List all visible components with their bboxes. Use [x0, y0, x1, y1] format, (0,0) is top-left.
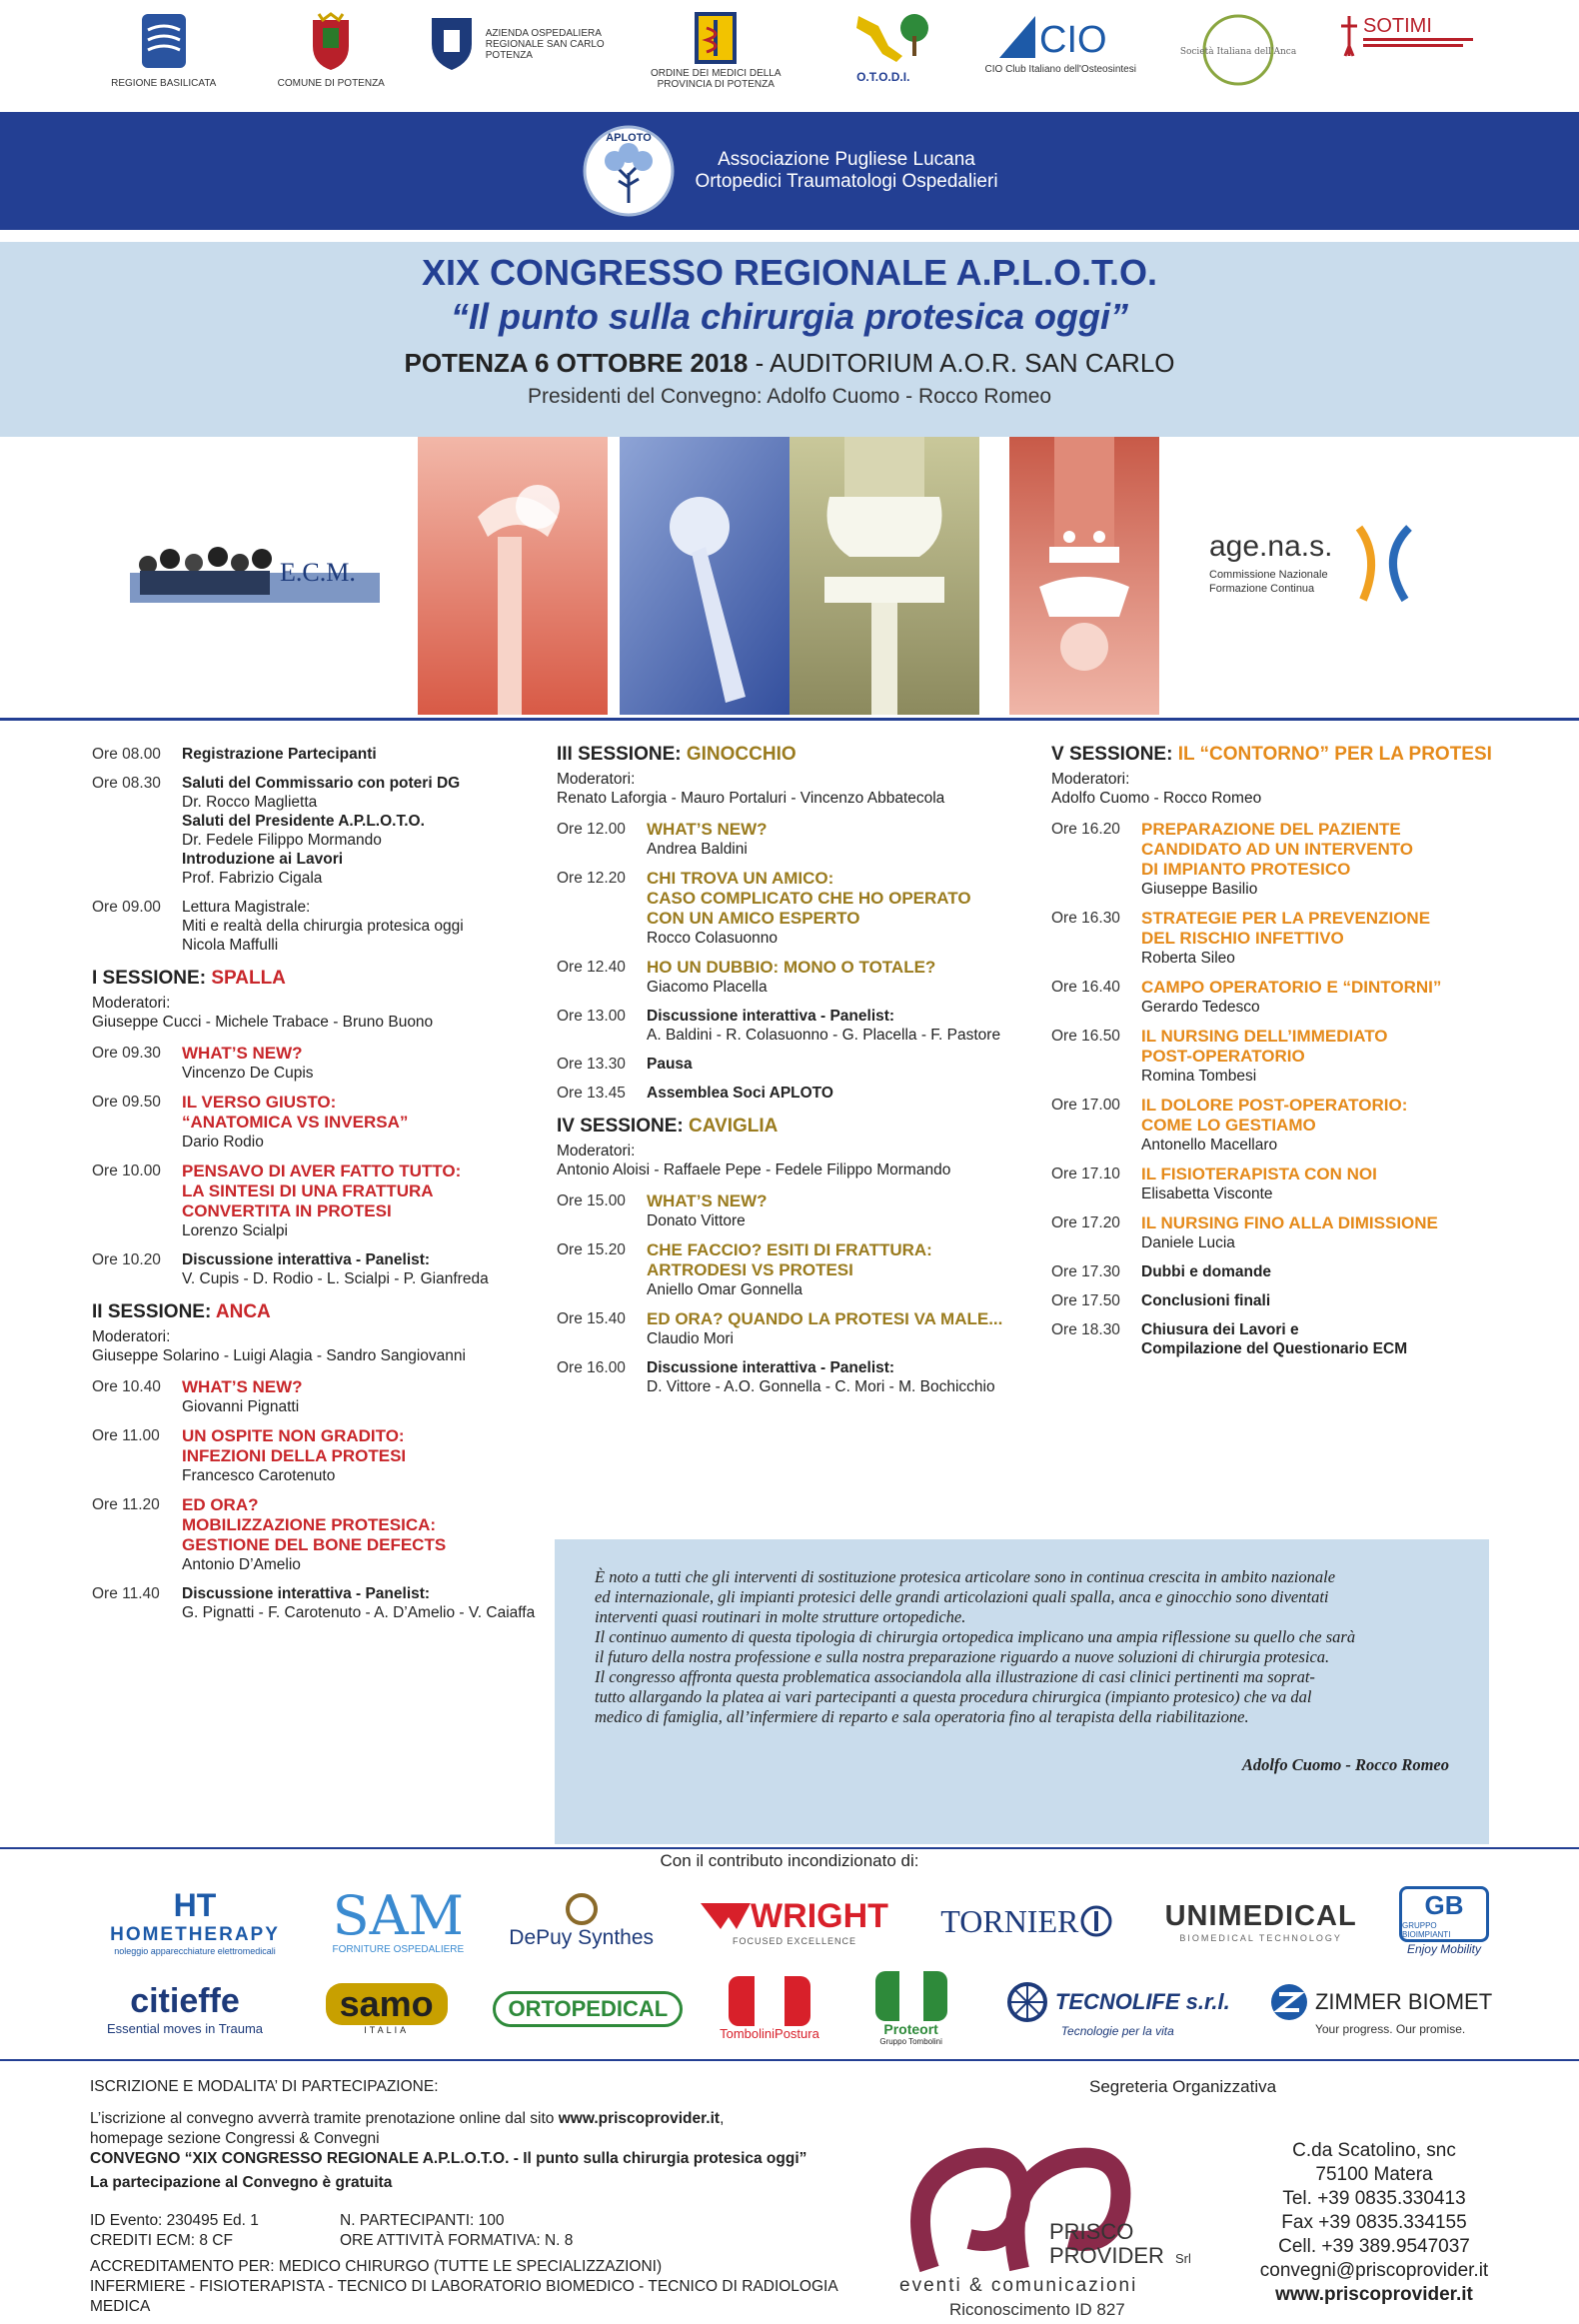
sponsor-hometherapy: HT HOMETHERAPY noleggio apparecchiature elettromedicali: [110, 1886, 280, 1956]
sia-circle-icon: [1179, 10, 1296, 90]
program-entry: Ore 10.20 Discussione interattiva - Panelist: V. Cupis - D. Rodio - L. Scialpi - P. Gianfreda: [92, 1250, 552, 1288]
talk-title: WHAT’S NEW?: [182, 1044, 303, 1063]
entry-line: Prof. Fabrizio Cigala: [182, 870, 323, 887]
logo-cio: CIO CIO Club Italiano dell'Osteosintesi: [975, 10, 1145, 75]
speaker: A. Baldini - R. Colasuonno - G. Placella - F. Pastore: [647, 1027, 1001, 1044]
entry-line: Introduzione ai Lavori: [182, 851, 344, 868]
talk-title: WHAT’S NEW?: [647, 1191, 768, 1210]
talk-title: INFEZIONI DELLA PROTESI: [182, 1446, 407, 1465]
registration-info: ISCRIZIONE E MODALITA’ DI PARTECIPAZIONE: L’iscrizione al convegno avverrà tramite prenotazione online dal sito www.priscoprovider.it, homepage sezione Congressi & Convegni CONVEGNO “XIX CONGRESSO REGIONALE A.P.L.O.T.O. - Il punto sulla chirurgia protesica oggi” La partecipazione al Convegno è gratuita ID Evento: 230495 Ed. 1 N. PARTECIPANTI: 100 CREDITI ECM: 8 CF ORE ATTIVITÀ FORMATIVA: N. 8 ACCREDITAMENTO PER: MEDICO CHIRURGO (TUTTE LE SPECIALIZZAZIONI) INFERMIERE - FISIOTERAPISTA - TECNICO DI LABORATORIO BIOMEDICO - TECNICO DI RADIOLOGIA MEDICA: [90, 2078, 837, 2315]
sponsor-tombolini: TomboliniPostura: [715, 1974, 824, 2044]
program-entry: Ore 16.40 CAMPO OPERATORIO E “DINTORNI” Gerardo Tedesco: [1051, 978, 1521, 1017]
congress-subtitle: “Il punto sulla chirurgia protesica oggi”: [450, 296, 1129, 337]
introduction-signature: Adolfo Cuomo - Rocco Romeo: [1241, 1755, 1449, 1774]
session-title: II SESSIONE: ANCA: [92, 1301, 271, 1322]
introduction-line: Il continuo aumento di questa tipologia di chirurgia ortopedica implicano una ampia riflessione su quello che sarà: [595, 1627, 1356, 1646]
program-column-1: [92, 745, 552, 1632]
svg-text:eventi & comunicazioni: eventi & comunicazioni: [899, 2275, 1138, 2296]
logo-regione: REGIONE BASILICATA: [89, 10, 239, 89]
hip-xray-image: [620, 437, 809, 715]
talk-title: CHI TROVA UN AMICO:: [647, 869, 834, 888]
program-entry: Ore 15.40 ED ORA? QUANDO LA PROTESI VA MALE... Claudio Mori: [557, 1309, 1026, 1348]
prisco-provider-logo: [899, 2119, 1199, 2319]
speaker: Giuseppe Basilio: [1141, 881, 1258, 898]
logo-strip: [0, 0, 1579, 112]
speaker: V. Cupis - D. Rodio - L. Scialpi - P. Gianfreda: [182, 1270, 489, 1287]
program-entry: Ore 11.40 Discussione interattiva - Panelist: G. Pignatti - F. Carotenuto - A. D’Amelio - V. Caiaffa: [92, 1584, 552, 1622]
entry-line: Nicola Maffulli: [182, 937, 279, 954]
logo-ordine: ORDINE DEI MEDICI DELLA PROVINCIA DI POTENZA: [641, 10, 790, 90]
speaker: Antonello Macellaro: [1141, 1137, 1278, 1154]
speaker: Claudio Mori: [647, 1330, 735, 1347]
introduction-line: il futuro della nostra professione e sulla nostra preparazione riguardo a nuove soluzioni di chirurgia protesica.: [595, 1647, 1330, 1666]
sponsor-tecnolife: TECNOLIFE s.r.l. Tecnologie per la vita: [997, 1974, 1237, 2044]
cio-icon: [995, 10, 1125, 62]
program-entry: Ore 17.30 Dubbi e domande: [1051, 1262, 1521, 1281]
introduction-line: ed internazionale, gli impianti protesici delle grandi articolazioni quali spalla, anca e ginocchio sono diventati: [595, 1587, 1329, 1606]
entry-label: Pausa: [647, 1056, 693, 1073]
sponsor-proteort: Proteort Gruppo Tombolini: [856, 1974, 966, 2044]
entry-line: Miti e realtà della chirurgia protesica oggi: [182, 918, 464, 935]
moderators: Moderatori: Giuseppe Cucci - Michele Trabace - Bruno Buono: [92, 995, 434, 1031]
speaker: Romina Tombesi: [1141, 1068, 1257, 1085]
speaker: Lorenzo Scialpi: [182, 1222, 288, 1239]
depuy-icon: [565, 1892, 599, 1926]
introduction-line: tutto allargando la platea ai vari partecipanti a questa procedura chirurgica (impianto protesico) che va dal: [595, 1687, 1312, 1706]
website-link[interactable]: www.priscoprovider.it: [558, 2110, 721, 2127]
agenas-x-icon: [1209, 520, 1429, 610]
entry-label: Chiusura dei Lavori e: [1141, 1321, 1299, 1338]
regione-crest-icon: [134, 10, 194, 76]
talk-title: CASO COMPLICATO CHE HO OPERATO: [647, 889, 971, 908]
talk-title: PREPARAZIONE DEL PAZIENTE: [1141, 820, 1401, 839]
speaker: Elisabetta Visconte: [1141, 1185, 1273, 1202]
svg-text:Società Italiana dell'Anca: Società Italiana dell'Anca: [1179, 47, 1296, 57]
talk-title: UN OSPITE NON GRADITO:: [182, 1426, 405, 1445]
speaker: Gerardo Tedesco: [1141, 999, 1260, 1016]
program-entry: Ore 09.00 Lettura Magistrale: Miti e realtà della chirurgia protesica oggi Nicola Maffulli: [92, 898, 552, 955]
logo-comune: COMUNE DI POTENZA: [256, 10, 406, 89]
entry-label: Conclusioni finali: [1141, 1292, 1271, 1309]
entry-label: Discussione interattiva - Panelist:: [182, 1251, 431, 1268]
zimmer-z-icon: [1269, 1982, 1309, 2022]
email-link[interactable]: convegni@priscoprovider.it: [1259, 2260, 1489, 2281]
program-entry: Ore 10.40 WHAT’S NEW? Giovanni Pignatti: [92, 1377, 552, 1416]
sponsor-ortopedical: ORTOPEDICAL: [493, 1974, 683, 2044]
sponsor-zimmer: ZIMMER BIOMET Your progress. Our promise.: [1269, 1974, 1499, 2044]
introduction-line: interventi quasi routinari in molte strutture ortopediche.: [595, 1607, 966, 1626]
talk-title: CON UN AMICO ESPERTO: [647, 909, 860, 928]
sponsor-citieffe: citieffe Essential moves in Trauma: [106, 1981, 264, 2036]
knee-xray-image: [790, 437, 979, 715]
program-column-2: [557, 745, 1026, 1406]
azienda-crest-icon: [424, 10, 480, 76]
program-entry: Ore 12.40 HO UN DUBBIO: MONO O TOTALE? Giacomo Placella: [557, 958, 1026, 997]
otodi-italy-icon: [828, 10, 938, 70]
tombolini-cross-icon: [725, 1976, 814, 2026]
program-entry: Ore 17.20 IL NURSING FINO ALLA DIMISSIONE Daniele Lucia: [1051, 1213, 1521, 1252]
sotimi-icon: [1335, 10, 1485, 64]
talk-title: STRATEGIE PER LA PREVENZIONE: [1141, 909, 1431, 928]
program-entry: Ore 16.30 STRATEGIE PER LA PREVENZIONE DEL RISCHIO INFETTIVO Roberta Sileo: [1051, 909, 1521, 968]
logo-sia: [1163, 10, 1313, 90]
ecm-people-icon: [130, 535, 380, 605]
entry-line: Saluti del Presidente A.P.L.O.T.O.: [182, 813, 425, 830]
program-entry: Ore 16.20 PREPARAZIONE DEL PAZIENTE CANDIDATO AD UN INTERVENTO DI IMPIANTO PROTESICO Giuseppe Basilio: [1051, 820, 1521, 899]
ankle-xray-image: [1009, 437, 1159, 715]
program-entry: Ore 15.20 CHE FACCIO? ESITI DI FRATTURA: ARTRODESI VS PROTESI Aniello Omar Gonnella: [557, 1240, 1026, 1299]
moderators: Moderatori: Adolfo Cuomo - Rocco Romeo: [1051, 771, 1262, 807]
agenas-logo: [1209, 520, 1429, 610]
speaker: Rocco Colasuonno: [647, 930, 778, 947]
sponsor-tornier: TORNIER: [922, 1886, 1132, 1956]
program-entry: Ore 10.00 PENSAVO DI AVER FATTO TUTTO: LA SINTESI DI UNA FRATTURA CONVERTITA IN PROTESI Lorenzo Scialpi: [92, 1162, 552, 1240]
sponsor-bioimpianti: GB GRUPPO BIOIMPIANTI Enjoy Mobility: [1389, 1886, 1499, 1956]
program-column-3: [1051, 745, 1521, 1368]
talk-title: IL NURSING DELL’IMMEDIATO: [1141, 1027, 1388, 1046]
entry-label: Discussione interattiva - Panelist:: [647, 1008, 895, 1025]
talk-title: IL NURSING FINO ALLA DIMISSIONE: [1141, 1213, 1438, 1232]
registration-section: [0, 2059, 1579, 2324]
program-entry: Ore 15.00 WHAT’S NEW? Donato Vittore: [557, 1191, 1026, 1230]
moderators: Moderatori: Giuseppe Solarino - Luigi Alagia - Sandro Sangiovanni: [92, 1328, 466, 1364]
speaker: G. Pignatti - F. Carotenuto - A. D’Amelio - V. Caiaffa: [182, 1604, 536, 1621]
svg-text:PRISCO: PRISCO: [1049, 2219, 1134, 2244]
program-entry: Ore 18.30 Chiusura dei Lavori e Compilazione del Questionario ECM: [1051, 1320, 1521, 1358]
svg-text:age.na.s.: age.na.s.: [1209, 530, 1333, 563]
wright-icon: [701, 1899, 751, 1933]
entry-line: Lettura Magistrale:: [182, 899, 311, 916]
talk-title: IL FISIOTERAPISTA CON NOI: [1141, 1164, 1377, 1183]
sponsor-title: Con il contributo incondizionato di:: [660, 1851, 919, 1870]
entry-label: Dubbi e domande: [1141, 1263, 1272, 1280]
talk-title: DEL RISCHIO INFETTIVO: [1141, 929, 1344, 948]
entry-label: Discussione interattiva - Panelist:: [182, 1585, 431, 1602]
sponsor-unimedical: UNIMEDICAL BIOMEDICAL TECHNOLOGY: [1164, 1899, 1357, 1943]
congress-title: XIX CONGRESSO REGIONALE A.P.L.O.T.O.: [421, 252, 1158, 293]
talk-title: “ANATOMICA VS INVERSA”: [182, 1113, 409, 1132]
sponsor-samo: samo ITALIA: [312, 1974, 462, 2044]
talk-title: CHE FACCIO? ESITI DI FRATTURA:: [647, 1240, 932, 1259]
svg-text:Srl: Srl: [1175, 2251, 1191, 2266]
speaker: Daniele Lucia: [1141, 1234, 1235, 1251]
session-title: V SESSIONE: IL “CONTORNO” PER LA PROTESI: [1051, 744, 1492, 765]
logo-sotimi: [1330, 10, 1490, 64]
speaker: Donato Vittore: [647, 1212, 746, 1229]
talk-title: POST-OPERATORIO: [1141, 1047, 1305, 1066]
speaker: Andrea Baldini: [647, 841, 748, 858]
caduceus-icon: [691, 10, 741, 66]
program-entry: Ore 09.50 IL VERSO GIUSTO: “ANATOMICA VS INVERSA” Dario Rodio: [92, 1093, 552, 1152]
entry-line: Dr. Fedele Filippo Mormando: [182, 832, 382, 849]
sponsor-row-1: [90, 1871, 1499, 1971]
speaker: Giacomo Placella: [647, 979, 768, 996]
secretariat-label: Segreteria Organizzativa: [1089, 2077, 1277, 2096]
shoulder-xray-image: [418, 437, 608, 715]
program-entry: Ore 11.00 UN OSPITE NON GRADITO: INFEZIONI DELLA PROTESI Francesco Carotenuto: [92, 1426, 552, 1485]
talk-title: GESTIONE DEL BONE DEFECTS: [182, 1535, 447, 1554]
entry-label: Compilazione del Questionario ECM: [1141, 1340, 1408, 1357]
talk-title: LA SINTESI DI UNA FRATTURA: [182, 1181, 434, 1200]
speaker: Giovanni Pignatti: [182, 1398, 300, 1415]
talk-title: ARTRODESI VS PROTESI: [647, 1260, 853, 1279]
entry-line: Dr. Rocco Maglietta: [182, 794, 318, 811]
entry-label: Assemblea Soci APLOTO: [647, 1085, 833, 1102]
introduction-line: È noto a tutti che gli interventi di sostituzione protesica articolare sono in continua crescita in ambito nazionale: [595, 1567, 1336, 1586]
talk-title: WHAT’S NEW?: [182, 1377, 303, 1396]
entry-line: Saluti del Commissario con poteri DG: [182, 775, 461, 792]
congress-venue: POTENZA 6 OTTOBRE 2018 - AUDITORIUM A.O.R. SAN CARLO: [404, 348, 1175, 378]
svg-text:E.C.M.: E.C.M.: [280, 558, 356, 587]
introduction-box: [555, 1539, 1489, 1844]
program-entry: Ore 08.30 Saluti del Commissario con poteri DG Dr. Rocco Maglietta Saluti del Presidente A.P.L.O.T.O. Dr. Fedele Filippo Mormando Introduzione ai Lavori Prof. Fabrizio Cigala: [92, 774, 552, 888]
proteort-cross-icon: [871, 1971, 951, 2021]
talk-title: MOBILIZZAZIONE PROTESICA:: [182, 1515, 437, 1534]
entry-line: Registrazione Partecipanti: [182, 746, 377, 763]
program-entry: Ore 13.45 Assemblea Soci APLOTO: [557, 1084, 1026, 1103]
talk-title: ED ORA? QUANDO LA PROTESI VA MALE...: [647, 1309, 1003, 1328]
program-entry: Ore 13.00 Discussione interattiva - Panelist: A. Baldini - R. Colasuonno - G. Placella - F. Pastore: [557, 1007, 1026, 1045]
speaker: Roberta Sileo: [1141, 950, 1235, 967]
program-entry: Ore 11.20 ED ORA? MOBILIZZAZIONE PROTESICA: GESTIONE DEL BONE DEFECTS Antonio D’Amelio: [92, 1495, 552, 1574]
speaker: D. Vittore - A.O. Gonnella - C. Mori - M. Bochicchio: [647, 1378, 995, 1395]
program-entry: Ore 16.00 Discussione interattiva - Panelist: D. Vittore - A.O. Gonnella - C. Mori - M. Bochicchio: [557, 1358, 1026, 1396]
talk-title: DI IMPIANTO PROTESICO: [1141, 860, 1351, 879]
sponsor-row-2: [90, 1961, 1499, 2056]
program-entry: Ore 12.20 CHI TROVA UN AMICO: CASO COMPLICATO CHE HO OPERATO CON UN AMICO ESPERTO Rocco Colasuonno: [557, 869, 1026, 948]
talk-title: HO UN DUBBIO: MONO O TOTALE?: [647, 958, 936, 977]
speaker: Aniello Omar Gonnella: [647, 1281, 802, 1298]
website-link[interactable]: www.priscoprovider.it: [1275, 2284, 1473, 2305]
program-entry: Ore 08.00 Registrazione Partecipanti: [92, 745, 552, 764]
introduction-line: Il congresso affronta questa problematica associandola alla illustrazione di casi clinici pertinenti ma soprat-: [595, 1667, 1315, 1686]
association-name: Associazione Pugliese Lucana Ortopedici Traumatologi Ospedalieri: [695, 149, 998, 192]
talk-title: WHAT’S NEW?: [647, 820, 768, 839]
introduction-line: medico di famiglia, all’infermiere di reparto e sala operatoria fino al terapista della riabilitazione.: [595, 1707, 1249, 1726]
moderators: Moderatori: Antonio Aloisi - Raffaele Pepe - Fedele Filippo Mormando: [557, 1143, 951, 1178]
divider: [0, 1847, 1579, 1849]
speaker: Vincenzo De Cupis: [182, 1065, 314, 1082]
congress-title-box: [0, 242, 1579, 437]
talk-title: COME LO GESTIAMO: [1141, 1116, 1316, 1135]
divider: [0, 718, 1579, 721]
talk-title: CONVERTITA IN PROTESI: [182, 1201, 392, 1220]
talk-title: CAMPO OPERATORIO E “DINTORNI”: [1141, 978, 1442, 997]
session-title: I SESSIONE: SPALLA: [92, 968, 286, 989]
talk-title: IL DOLORE POST-OPERATORIO:: [1141, 1096, 1408, 1115]
sponsor-sam: SAM FORNITURE OSPEDALIERE: [332, 1883, 465, 1955]
tornier-icon: [1078, 1903, 1114, 1939]
svg-text:SOTIMI: SOTIMI: [1363, 15, 1433, 37]
association-banner: [0, 112, 1579, 230]
logo-otodi: O.T.O.D.I.: [808, 10, 958, 83]
sponsor-wright: WRIGHT FOCUSED EXCELLENCE: [690, 1886, 899, 1956]
program-entry: Ore 13.30 Pausa: [557, 1055, 1026, 1074]
speaker: Francesco Carotenuto: [182, 1467, 336, 1484]
logo-azienda: AZIENDA OSPEDALIERA REGIONALE SAN CARLO POTENZA: [424, 10, 624, 76]
svg-text:APLOTO: APLOTO: [606, 132, 653, 144]
svg-text:Formazione Continua: Formazione Continua: [1209, 583, 1315, 595]
entry-label: Discussione interattiva - Panelist:: [647, 1359, 895, 1376]
tecnolife-wheel-icon: [1005, 1980, 1049, 2024]
contact-info: C.da Scatolino, snc 75100 Matera Tel. +39 0835.330413 Fax +39 0835.334155 Cell. +39 389.9547037 convegni@priscoprovider.it www.priscoprovider.it: [1229, 2139, 1519, 2307]
talk-title: ED ORA?: [182, 1495, 259, 1514]
talk-title: PENSAVO DI AVER FATTO TUTTO:: [182, 1162, 462, 1180]
ecm-logo: [130, 535, 380, 605]
sponsor-depuy: DePuy Synthes: [497, 1886, 667, 1956]
program-entry: Ore 17.10 IL FISIOTERAPISTA CON NOI Elisabetta Visconte: [1051, 1164, 1521, 1203]
speaker: Dario Rodio: [182, 1134, 264, 1151]
program-entry: Ore 16.50 IL NURSING DELL’IMMEDIATO POST-OPERATORIO Romina Tombesi: [1051, 1027, 1521, 1086]
speaker: Antonio D’Amelio: [182, 1556, 301, 1573]
talk-title: CANDIDATO AD UN INTERVENTO: [1141, 840, 1414, 859]
talk-title: IL VERSO GIUSTO:: [182, 1093, 337, 1112]
session-title: IV SESSIONE: CAVIGLIA: [557, 1116, 779, 1137]
moderators: Moderatori: Renato Laforgia - Mauro Portaluri - Vincenzo Abbatecola: [557, 771, 945, 807]
program-entry: Ore 09.30 WHAT’S NEW? Vincenzo De Cupis: [92, 1044, 552, 1083]
program-entry: Ore 17.00 IL DOLORE POST-OPERATORIO: COME LO GESTIAMO Antonello Macellaro: [1051, 1096, 1521, 1155]
svg-text:CIO: CIO: [1039, 19, 1107, 61]
program-entry: Ore 12.00 WHAT’S NEW? Andrea Baldini: [557, 820, 1026, 859]
session-title: III SESSIONE: GINOCCHIO: [557, 744, 796, 765]
aploto-logo-icon: [581, 123, 677, 219]
congress-presidents: Presidenti del Convegno: Adolfo Cuomo - Rocco Romeo: [527, 385, 1052, 408]
svg-text:Commissione Nazionale: Commissione Nazionale: [1209, 569, 1328, 581]
comune-crest-icon: [301, 10, 361, 76]
program-entry: Ore 17.50 Conclusioni finali: [1051, 1291, 1521, 1310]
svg-text:PROVIDER: PROVIDER: [1049, 2243, 1164, 2268]
svg-text:Riconoscimento ID 827: Riconoscimento ID 827: [949, 2300, 1125, 2319]
